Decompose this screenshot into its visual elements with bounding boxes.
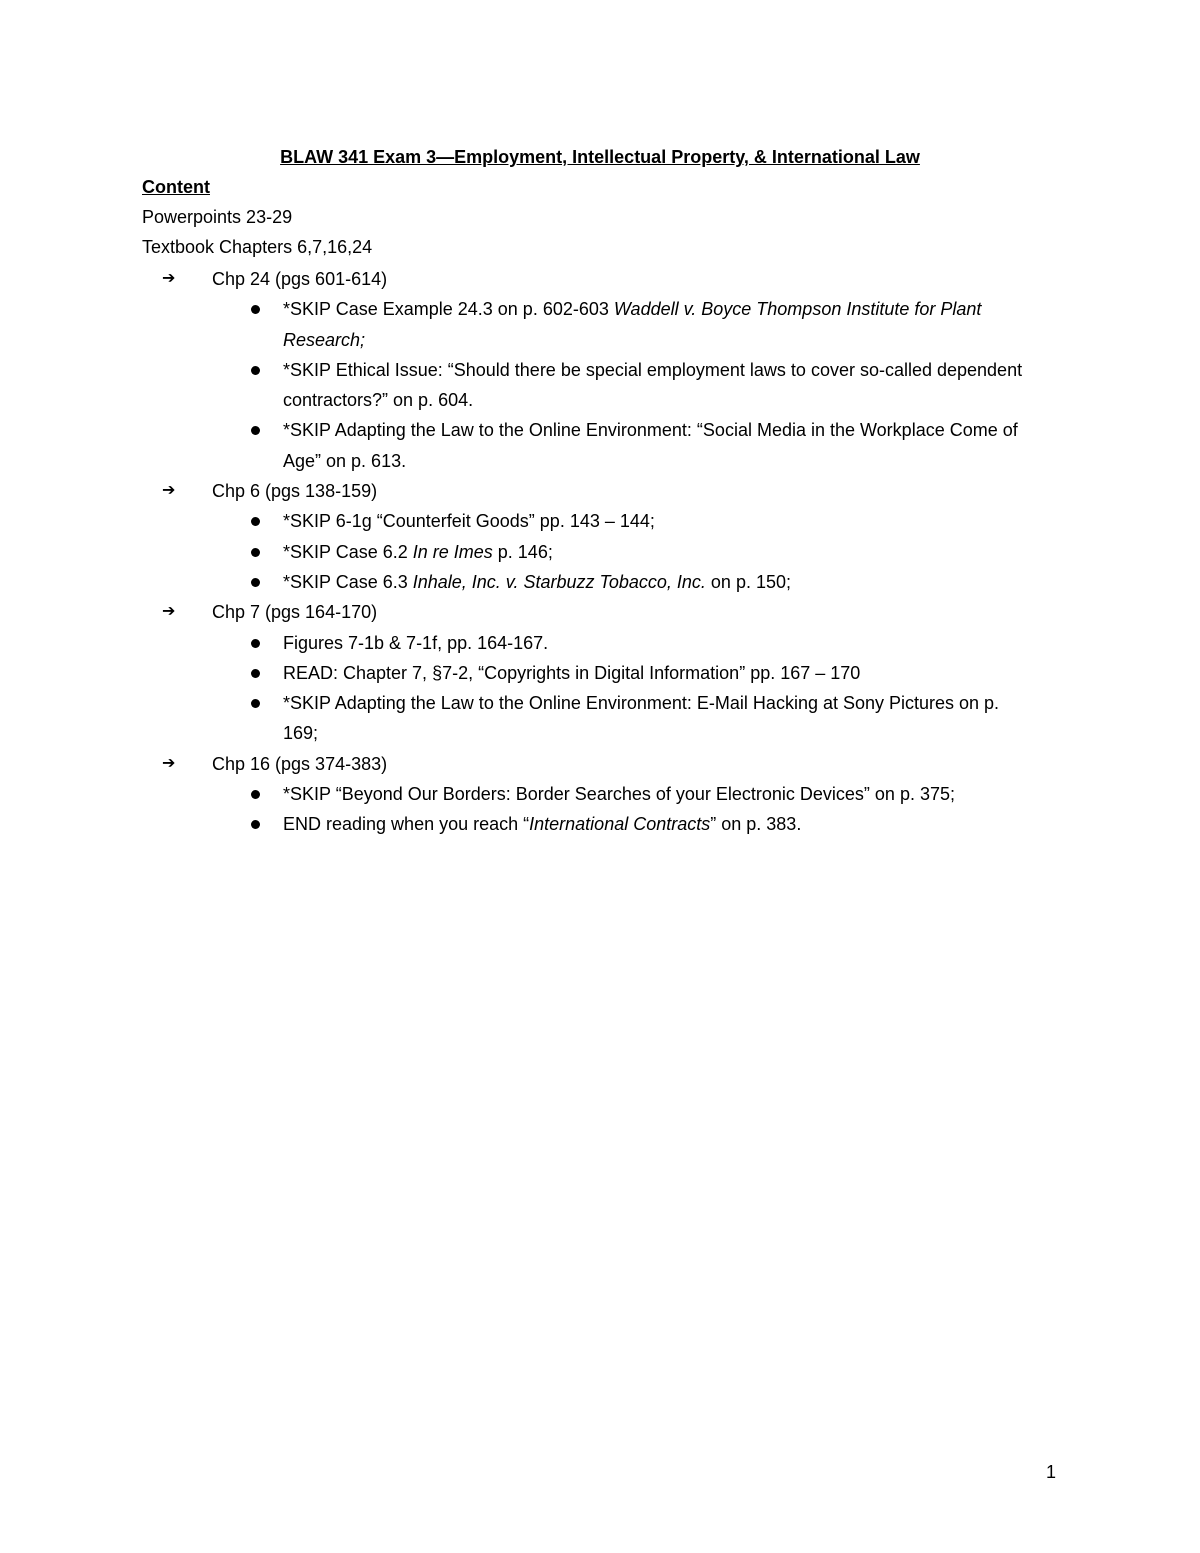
chapter-block xyxy=(142,476,1062,597)
bullet-icon xyxy=(251,578,260,587)
chapter-heading-text: Chp 16 (pgs 374-383) xyxy=(212,753,388,774)
list-item: *SKIP Case 6.2 In re Imes p. 146; xyxy=(142,537,1039,567)
chapter-block xyxy=(142,749,1062,840)
chapter-heading-text: Chp 7 (pgs 164-170) xyxy=(212,602,378,623)
list-item: READ: Chapter 7, §7-2, “Copyrights in Digital Information” pp. 167 – 170 xyxy=(142,658,1039,688)
chapter-block xyxy=(142,597,1062,748)
bullet-icon xyxy=(251,517,260,526)
arrow-icon: ➔ xyxy=(162,603,176,621)
list-item: *SKIP “Beyond Our Borders: Border Searches of your Electronic Devices” on p. 375; xyxy=(142,779,1039,809)
arrow-icon: ➔ xyxy=(162,482,176,500)
list-item: *SKIP Adapting the Law to the Online Environment: E-Mail Hacking at Sony Pictures on p. 169; xyxy=(142,688,1039,749)
bullet-icon xyxy=(251,669,260,678)
powerpoints-line: Powerpoints 23-29 xyxy=(142,207,293,227)
bullet-icon xyxy=(251,820,260,829)
list-item: Figures 7-1b & 7-1f, pp. 164-167. xyxy=(142,628,1039,658)
chapter-block xyxy=(142,264,1062,476)
chapter-list xyxy=(142,264,1062,840)
chapter-heading xyxy=(142,476,1062,506)
chapter-heading xyxy=(142,264,1062,294)
chapter-heading-text: Chp 24 (pgs 601-614) xyxy=(212,269,388,289)
arrow-icon: ➔ xyxy=(162,754,176,772)
chapter-heading-text: Chp 6 (pgs 138-159) xyxy=(212,481,378,502)
bullet-icon xyxy=(251,366,260,375)
page-number: 1 xyxy=(1046,1462,1057,1482)
list-item: *SKIP Adapting the Law to the Online Environment: “Social Media in the Workplace Come of Age” on p. 613. xyxy=(142,415,1039,476)
list-item: *SKIP Ethical Issue: “Should there be special employment laws to cover so-called dependent contractors?” on p. 604. xyxy=(142,355,1039,416)
chapter-heading xyxy=(142,597,1062,627)
list-item: *SKIP Case Example 24.3 on p. 602-603 Waddell v. Boyce Thompson Institute for Plant Research; xyxy=(142,294,1039,355)
textbook-line: Textbook Chapters 6,7,16,24 xyxy=(142,237,373,257)
document-title: BLAW 341 Exam 3—Employment, Intellectual Property, & International Law xyxy=(280,147,920,167)
list-item: *SKIP 6-1g “Counterfeit Goods” pp. 143 – 144; xyxy=(142,506,1039,536)
arrow-icon: ➔ xyxy=(162,270,176,287)
list-item: *SKIP Case 6.3 Inhale, Inc. v. Starbuzz Tobacco, Inc. on p. 150; xyxy=(142,567,1039,597)
content-heading: Content xyxy=(142,177,210,197)
bullet-icon xyxy=(251,699,260,708)
bullet-icon xyxy=(251,790,260,799)
bullet-icon xyxy=(251,639,260,648)
chapter-heading xyxy=(142,749,1062,779)
bullet-icon xyxy=(251,305,260,314)
bullet-icon xyxy=(251,548,260,557)
bullet-icon xyxy=(251,426,260,435)
list-item: END reading when you reach “International Contracts” on p. 383. xyxy=(142,809,1039,839)
